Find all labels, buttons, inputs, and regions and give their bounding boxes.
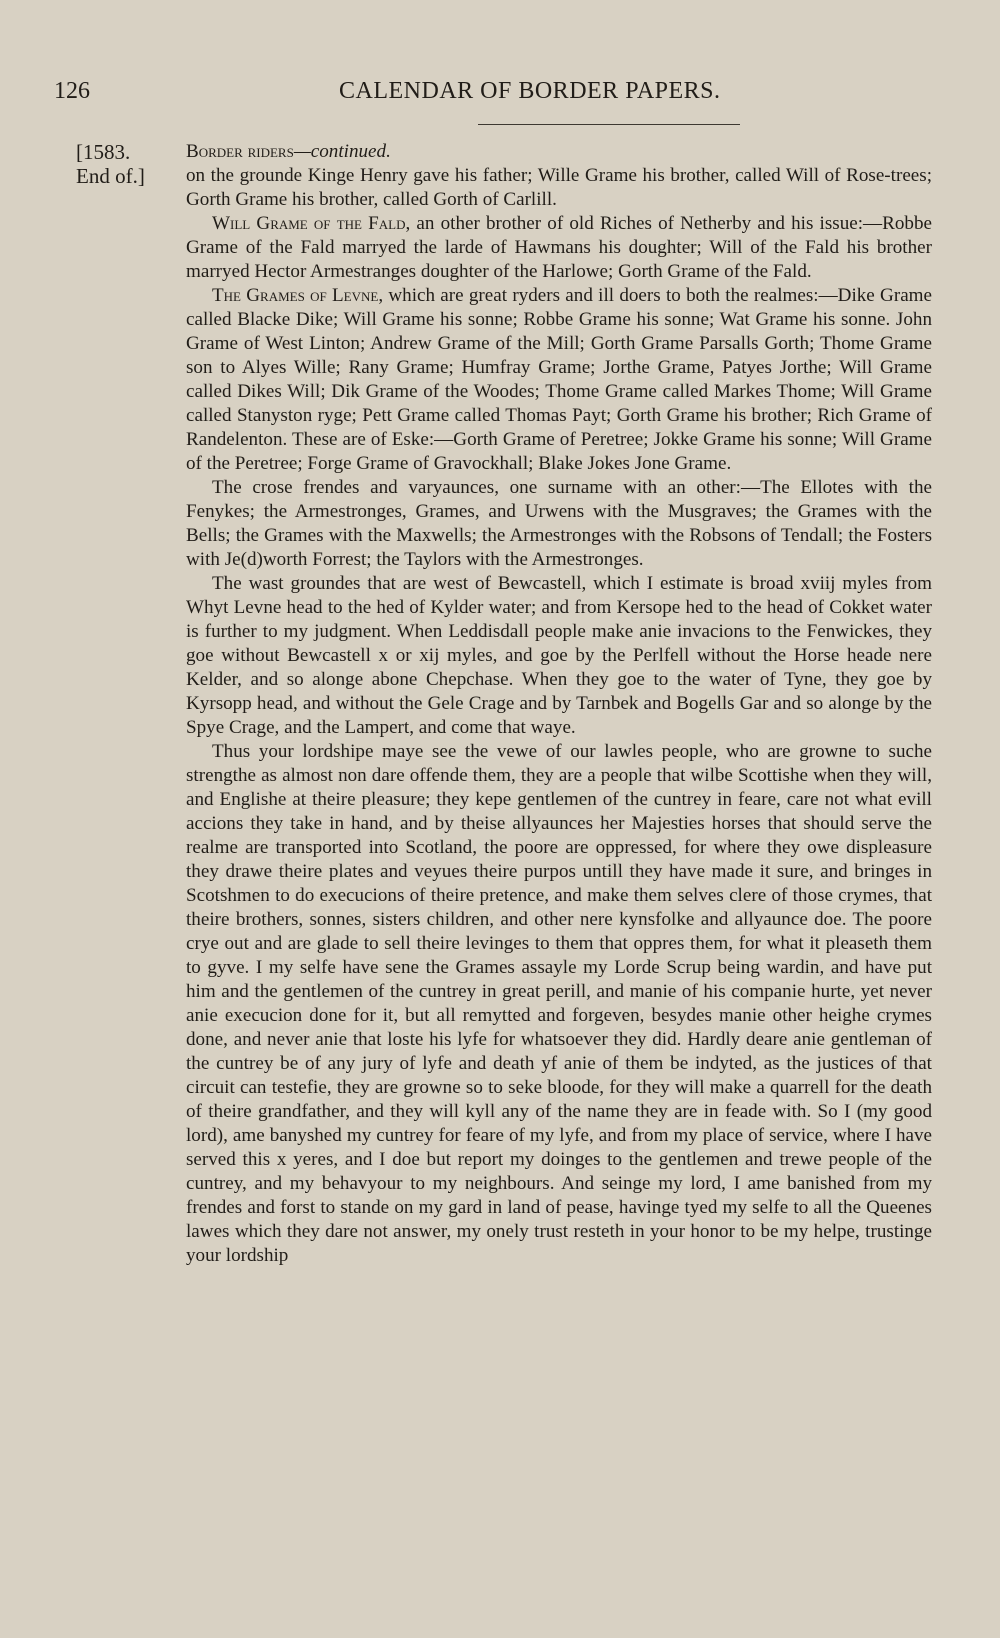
margin-date-note: End of.] (76, 164, 145, 188)
paragraph-5: The wast groundes that are west of Bewcastell, which I estimate is broad xviij myles from Whyt Levne head to the hed of Kylder water; and from Kersope hed to the head of Cokket water is further to my judgment. When Leddisdall people make anie invacions to the Fenwickes, they goe without Bewcastell x or xij myles, and goe by the Perlfell without the Horse heade nere Kelder, and so alonge abone Chepchase. When they goe to the water of Tyne, they goe by Kyrsopp head, and without the Gele Crage and by Tarnbek and Bogells Gar and so alonge by the Spye Crage, and the Lampert, and come that waye. (186, 573, 932, 738)
running-title: CALENDAR OF BORDER PAPERS. (339, 78, 721, 104)
page-header (54, 78, 784, 112)
paragraph-2-lead: Will Grame of the Fald, (212, 213, 411, 234)
paragraph-4: The crose frendes and varyaunces, one surname with an other:—The Ellotes with the Fenykes; the Armestronges, Grames, and Urwens with the Musgraves; the Grames with the Bells; the Grames with the Maxwells; the Armestronges with the Robsons of Tendall; the Fosters with Je(d)worth Forrest; the Taylors with the Armestronges. (186, 477, 932, 570)
paragraph-1: on the grounde Kinge Henry gave his father; Wille Grame his brother, called Will of Rose-trees; Gorth Grame his brother, called Gorth of Carlill. (186, 165, 932, 210)
paragraph-3 (186, 284, 932, 476)
paragraph-3-lead: The Grames of Levne, (212, 285, 384, 306)
section-title: Border riders (186, 141, 294, 162)
paragraph-3-text: which are great ryders and ill doers to both the realmes:—Dike Grame called Blacke Dike; Will Grame his sonne; Robbe Grame his sonne; Wat Grame his sonne. John Grame of West Linton; Andrew Grame of the Mill; Gorth Grame Parsalls Gorth; Thome Grame son to Alyes Wille; Rany Grame; Humfray Grame; Jorthe Grame, Patyes Jorthe; Will Grame called Dikes Will; Dik Grame of the Woodes; Thome Grame called Markes Thome; Will Grame called Stanyston ryge; Pett Grame called Thomas Payt; Gorth Grame his brother; Rich Grame of Randelenton. These are of Eske:—Gorth Grame of Peretree; Jokke Grame his sonne; Will Grame of the Peretree; Forge Grame of Gravockhall; Blake Jokes Jone Grame. (186, 285, 932, 474)
body-text (186, 140, 932, 1268)
paragraph-2-text: an other brother of old Riches of Netherby and his issue:—Robbe Grame of the Fald marryed the larde of Hawmans his doughter; Will of the Fald his brother marryed Hector Armestranges doughter of the Harlowe; Gorth Grame of the Fald. (186, 213, 932, 282)
paragraph-6: Thus your lordshipe maye see the vewe of our lawles people, who are growne to suche strengthe as almost non dare offende them, they are a people that wilbe Scottishe when they will, and Englishe at theire pleasure; they kepe gentlemen of the cuntrey in feare, care not what evill accions they take in hand, and by theise allyaunces her Majesties horses that should serve the realme are transported into Scotland, the poore are oppressed, for where they owe displeasure they drawe theire plates and veyues theire purpos untill they have made it sure, and bringes in Scotshmen to do execucions of theire pretence, and make them selves clere of those crymes, that theire brothers, sonnes, sisters children, and other nere kynsfolke and allyaunce doe. The poore crye out and are glade to sell theire levinges to them that oppres them, for what it pleaseth them to gyve. I my selfe have sene the Grames assayle my Lorde Scrup being wardin, and have put him and the gentlemen of the cuntrey in great perill, and manie of his companie hurte, yet never anie execucion done for it, but all remytted and forgeven, besydes manie other heighe crymes done, and never anie that loste his lyfe for whatsoever they did. Hardly deare anie gentleman of the cuntrey be of any jury of lyfe and death yf anie of them be indyted, as the justices of that circuit can testefie, they are growne so to seke bloode, for they will make a quarrell for the death of theire grandfather, and they will kyll any of the name they are in feade with. So I (my good lord), ame banyshed my cuntrey for feare of my lyfe, and from my place of service, where I have served this x yeres, and I doe but report my doinges to the gentlemen and trewe people of the cuntrey, and my behavyour to my neighbours. And seinge my lord, I ame banished from my frendes and forst to stande on my gard in land of pease, havinge tyed my selfe to all the Queenes lawes which they dare not answer, my onely trust resteth in your honor to be my helpe, trustinge your lordship (186, 741, 932, 1266)
paragraph-2 (186, 212, 932, 284)
page-number: 126 (54, 78, 90, 104)
paragraph-continued (186, 140, 932, 212)
margin-date-year: [1583. (76, 140, 131, 164)
header-rule (478, 124, 740, 125)
margin-date (76, 140, 186, 188)
section-continued: —continued. (293, 141, 391, 162)
